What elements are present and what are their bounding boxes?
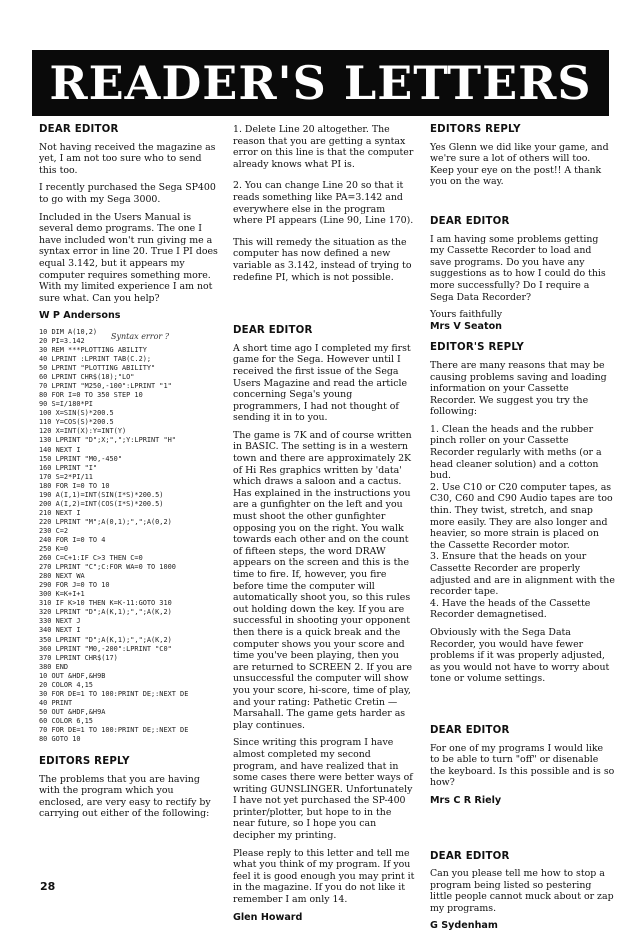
code-line: 10 DIM A(10,2) xyxy=(39,327,98,336)
column-2 xyxy=(233,124,415,929)
letter-paragraph: I recently purchased the Sega SP400 to go with my Sega 3000. xyxy=(39,182,216,205)
code-line: 280 NEXT WA xyxy=(39,572,85,581)
code-line: 170 S=2*PI/11 xyxy=(39,472,93,481)
code-line: 10 OUT &HDF,&H9B xyxy=(39,671,106,680)
code-line: 60 LPRINT CHR$(18);"LO" xyxy=(39,373,135,382)
letter-paragraph: Yours faithfully xyxy=(430,309,502,321)
code-line: 140 NEXT I xyxy=(39,445,81,454)
code-line: 230 C=2 xyxy=(39,526,69,535)
code-listing xyxy=(39,328,221,744)
code-line: 60 COLOR 6,15 xyxy=(39,716,93,725)
letter-signature: W P Andersons xyxy=(39,310,121,322)
code-block xyxy=(39,328,221,744)
reply-paragraph: Yes Glenn we did like your game, and we're sure a lot of others will too. Keep your eye on the post!! A thank you on the way. xyxy=(430,141,609,188)
code-line: 20 PI=3.142 xyxy=(39,336,85,345)
code-line: 380 END xyxy=(39,662,69,671)
letter-paragraph: Since writing this program I have almost completed my second program, and have realized that in some cases there were better ways of writing GUNSLINGER. Unfortunately I have not yet purchased the SP-400 printer/plotter, but hope to in the near future, so I hope you can decipher my printing. xyxy=(233,737,413,842)
banner-title: READER'S LETTERS xyxy=(49,56,592,110)
code-line: 250 K=0 xyxy=(39,545,69,554)
letter-paragraph: Not having received the magazine as yet, I am not too sure who to send this too. xyxy=(39,141,216,176)
letter-heading: DEAR EDITOR xyxy=(233,325,313,337)
letter-heading: DEAR EDITOR xyxy=(430,724,510,736)
letter-signature: G Sydenham xyxy=(430,920,498,932)
code-line: 370 LPRINT CHR$(17) xyxy=(39,653,118,662)
code-line: 70 LPRINT "M250,-100":LPRINT "1" xyxy=(39,382,172,391)
reply-paragraph: 2. You can change Line 20 so that it reads something like PA=3.142 and everywhere else in the program where PI appears (Line 90, Line 170). xyxy=(233,180,414,227)
code-line: 130 LPRINT "D";X;",";Y:LPRINT "H" xyxy=(39,436,176,445)
reply-paragraph: 1. Clean the heads and the rubber pinch roller on your Cassette Recorder regularly with meths (or a head cleaner solution) and a cotton bud. xyxy=(430,423,602,482)
letter-paragraph: I am having some problems getting my Cassette Recorder to load and save programs. Do you have any suggestions as to how I could do this more successfully? Do I require a Sega Data Recorder? xyxy=(430,233,606,303)
letter-paragraph: Included in the Users Manual is several demo programs. The one I have included won't run giving me a syntax error in line 20. True I PI does equal 3.142, but it appears my computer requires something more. With my limited experience I am not sure what. Can you help? xyxy=(39,211,218,304)
page-number: 28 xyxy=(40,880,56,893)
reply-paragraph: Obviously with the Sega Data Recorder, you would have fewer problems if it was properly adjusted, as you would not have to worry about tone or volume settings. xyxy=(430,626,610,685)
letter-heading: DEAR EDITOR xyxy=(39,124,119,135)
code-line: 300 K=K+I+1 xyxy=(39,590,85,599)
letter-signature: Mrs V Seaton xyxy=(430,320,502,332)
code-line: 180 FOR I=0 TO 10 xyxy=(39,481,110,490)
code-line: 30 REM ***PLOTTING ABILITY xyxy=(39,346,147,354)
code-line: 260 C=C+1:IF C>3 THEN C=0 xyxy=(39,554,143,563)
reply-paragraph: 1. Delete Line 20 altogether. The reason that you are getting a syntax error on this line is that the computer already knows what PI is. xyxy=(233,124,414,170)
column-1 xyxy=(39,124,221,826)
code-line: 20 COLOR 4,15 xyxy=(39,680,93,689)
code-line: 110 Y=COS(S)*200.5 xyxy=(39,418,114,427)
letter-paragraph: The game is 7K and of course written in BASIC. The setting is in a western town and there are approximately 2K of Hi Res graphics written by 'data' which draws a saloon and a cactus. Has explained in the instructions you are a gunfighter on the left and you must shoot the other gunfighter opposing you on the right. You walk towards each other and on the count of fifteen steps, the word DRAW appears on the screen and this is the time to fire. If, however, you fire before time the computer will automatically shoot you, so this rules out holding down the key. If you are successful in shooting your opponent then there is a quick break and the computer shows you your score and time you've been playing, then you are returned to SCREEN 2. If you are unsuccessful the computer will show you your score, hi-score, time of play, and your rating: Pathetic Cretin — Marsahall. The game gets harder as play continues. xyxy=(233,429,413,731)
reply-heading: EDITORS REPLY xyxy=(430,124,521,135)
reply-paragraph: The problems that you are having with the program which you enclosed, are very easy to rectify by carrying out either of the following: xyxy=(39,773,211,820)
column-3 xyxy=(430,124,615,938)
code-line: 320 LPRINT "D";A(K,1);",";A(K,2) xyxy=(39,608,172,617)
code-line: 240 FOR I=0 TO 4 xyxy=(39,535,106,544)
code-line: 40 LPRINT :LPRINT TAB(C.2); xyxy=(39,355,152,364)
reply-paragraph: 4. Have the heads of the Cassette Recorder demagnetised. xyxy=(430,597,591,621)
code-line: 210 NEXT I xyxy=(39,508,81,517)
code-line: 350 LPRINT "D";A(K,1);",";A(K,2) xyxy=(39,635,172,644)
code-line: 360 LPRINT "M0,-200":LPRINT "C0" xyxy=(39,644,172,653)
reply-paragraph: This will remedy the situation as the computer has now defined a new variable as 3.142, instead of trying to redefine PI, which is not possible. xyxy=(233,236,412,283)
code-line: 340 NEXT I xyxy=(39,626,81,635)
reply-paragraph: 3. Ensure that the heads on your Cassette Recorder are properly adjusted and are in alignment with the recorder tape. xyxy=(430,551,615,598)
code-line: 50 OUT &HDF,&H9A xyxy=(39,707,106,716)
code-line: 290 FOR J=0 TO 10 xyxy=(39,581,110,590)
letter-paragraph: Can you please tell me how to stop a program being listed so pestering little people cannot muck about or zap my programs. xyxy=(430,868,614,914)
code-line: 50 LPRINT "PLOTTING ABILITY" xyxy=(39,364,156,373)
letter-paragraph: A short time ago I completed my first game for the Sega. However until I received the first issue of the Sega Users Magazine and read the article concerning Sega's young programmers, I had not thought of sending it in to you. xyxy=(233,342,411,424)
code-line: 70 FOR DE=1 TO 100:PRINT DE;:NEXT DE xyxy=(39,725,189,734)
handwritten-note: Syntax error ? xyxy=(111,331,170,341)
code-line: 270 LPRINT "C";C:FOR WA=0 TO 1000 xyxy=(39,563,176,572)
code-line: 80 GOTO 10 xyxy=(39,735,81,744)
letter-signature: Glen Howard xyxy=(233,911,303,923)
code-line: 100 X=SIN(S)*200.5 xyxy=(39,409,114,418)
code-line: 90 S=I/180*PI xyxy=(39,400,93,409)
code-line: 80 FOR I=0 TO 350 STEP 10 xyxy=(39,391,143,400)
code-line: 190 A(I,1)=INT(SIN(I*S)*200.5) xyxy=(39,490,164,499)
code-line: 330 NEXT J xyxy=(39,617,81,626)
reply-paragraph: There are many reasons that may be causing problems saving and loading information on your Cassette Recorder. We suggest you try the following: xyxy=(430,359,607,418)
letter-signature: Mrs C R Riely xyxy=(430,794,502,806)
code-line: 30 FOR DE=1 TO 100:PRINT DE;:NEXT DE xyxy=(39,689,189,698)
letter-paragraph: For one of my programs I would like to be able to turn "off" or disenable the keyboard. Is this possible and is so how? xyxy=(430,742,615,789)
code-line: 160 LPRINT "I" xyxy=(39,463,98,472)
code-line: 200 A(I,2)=INT(COS(I*S)*200.5) xyxy=(39,499,164,508)
reply-heading: EDITORS REPLY xyxy=(39,756,130,768)
letter-paragraph: Please reply to this letter and tell me what you think of my program. If you feel it is good enough you may print it in the magazine. If you do not like it remember I am only 14. xyxy=(233,847,415,906)
reply-heading: EDITOR'S REPLY xyxy=(430,342,525,354)
code-line: 40 PRINT xyxy=(39,698,73,707)
letter-heading: DEAR EDITOR xyxy=(430,215,510,227)
letter-heading: DEAR EDITOR xyxy=(430,850,510,862)
code-line: 220 LPRINT "M";A(0,1);",";A(0,2) xyxy=(39,517,172,526)
code-line: 120 X=INT(X):Y=INT(Y) xyxy=(39,427,127,436)
reply-paragraph: 2. Use C10 or C20 computer tapes, as C30, C60 and C90 Audio tapes are too thin. They twist, stretch, and snap more easily. They are also longer and heavier, so more strain is placed on the Cassette Recorder motor. xyxy=(430,481,613,551)
code-line: 310 IF K>10 THEN K=K-11:GOTO 310 xyxy=(39,599,172,608)
code-line: 150 LPRINT "M0,-450" xyxy=(39,454,122,463)
page-banner xyxy=(32,50,609,116)
